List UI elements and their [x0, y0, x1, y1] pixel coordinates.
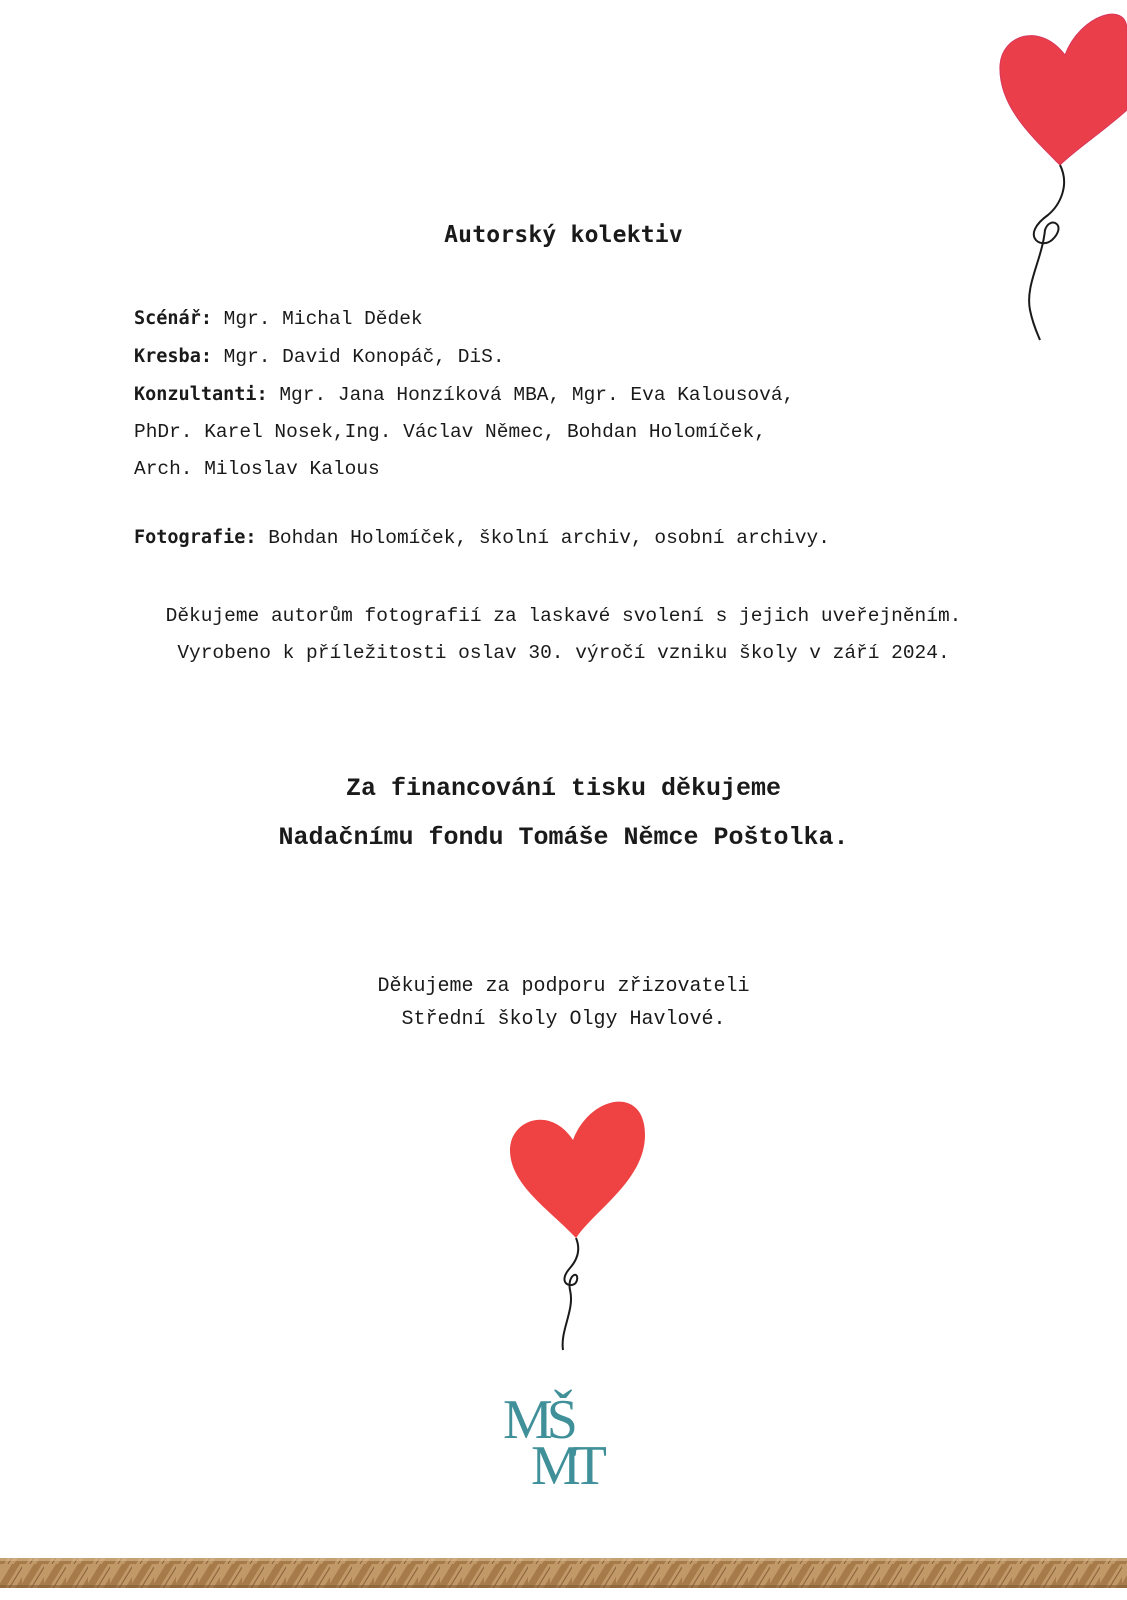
thanks-line-2: Vyrobeno k příležitosti oslav 30. výročí vzniku školy v září 2024. — [177, 642, 950, 664]
support-line-2: Střední školy Olgy Havlové. — [401, 1008, 726, 1031]
credit-scenario — [134, 300, 934, 338]
thanks-block — [0, 598, 1127, 672]
funding-line-2: Nadačnímu fondu Tomáše Němce Poštolka. — [278, 823, 849, 852]
heart-balloon-top-icon — [990, 0, 1127, 345]
consultants-line-3: Arch. Miloslav Kalous — [134, 458, 380, 480]
drawing-label: Kresba: — [134, 346, 212, 367]
heart-balloon-center-icon — [505, 1090, 665, 1360]
rope-border — [0, 1538, 1127, 1600]
credit-photos — [134, 527, 830, 549]
msmt-logo — [503, 1389, 663, 1512]
consultants-label: Konzultanti: — [134, 384, 268, 405]
consultants-line-1: Mgr. Jana Honzíková MBA, Mgr. Eva Kalousová, — [279, 384, 795, 406]
consultants-line-2: PhDr. Karel Nosek,Ing. Václav Němec, Bohdan Holomíček, — [134, 421, 766, 443]
photos-label: Fotografie: — [134, 527, 257, 548]
funding-line-1: Za financování tisku děkujeme — [345, 774, 782, 803]
credits-block — [134, 300, 934, 488]
support-block — [0, 970, 1127, 1036]
drawing-value: Mgr. David Konopáč, DiS. — [223, 346, 505, 368]
credit-drawing — [134, 338, 934, 376]
support-line-1: Děkujeme za podporu zřizovateli — [377, 975, 750, 998]
thanks-line-1: Děkujeme autorům fotografií za laskavé svolení s jejich uveřejněním. — [165, 605, 962, 627]
credit-consultants — [134, 376, 934, 414]
logo-text-top: MŠ — [503, 1389, 572, 1451]
page-title: Autorský kolektiv — [444, 222, 683, 248]
scenario-label: Scénář: — [134, 308, 212, 329]
photos-value: Bohdan Holomíček, školní archiv, osobní archivy. — [268, 527, 830, 549]
scenario-value: Mgr. Michal Dědek — [223, 308, 423, 330]
logo-text-bottom: MT — [531, 1435, 599, 1497]
funding-block — [0, 764, 1127, 862]
